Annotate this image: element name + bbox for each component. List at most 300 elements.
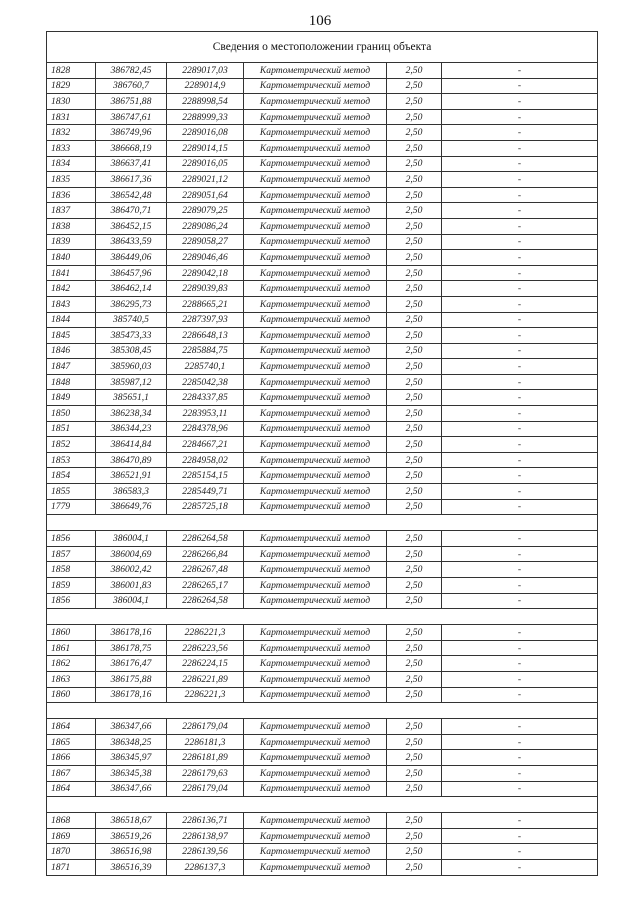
method-cell: Картометрический метод (244, 218, 387, 234)
method-cell: Картометрический метод (244, 187, 387, 203)
y-coordinate-cell: 2289021,12 (167, 172, 244, 188)
point-number-cell: 1862 (47, 656, 96, 672)
y-coordinate-cell: 2285740,1 (167, 359, 244, 375)
y-coordinate-cell: 2289014,9 (167, 78, 244, 94)
table-row (47, 343, 598, 359)
point-number-cell: 1852 (47, 437, 96, 453)
point-number-cell: 1840 (47, 250, 96, 266)
group-separator-row (47, 703, 598, 719)
accuracy-cell: 2,50 (387, 374, 442, 390)
table-row (47, 281, 598, 297)
x-coordinate-cell: 386414,84 (96, 437, 167, 453)
point-number-cell: 1842 (47, 281, 96, 297)
method-cell: Картометрический метод (244, 859, 387, 875)
table-row (47, 719, 598, 735)
accuracy-cell: 2,50 (387, 578, 442, 594)
method-cell: Картометрический метод (244, 640, 387, 656)
table-row (47, 218, 598, 234)
description-cell: - (442, 265, 598, 281)
table-row (47, 765, 598, 781)
separator-cell (47, 609, 598, 625)
description-cell: - (442, 359, 598, 375)
x-coordinate-cell: 386178,16 (96, 687, 167, 703)
point-number-cell: 1867 (47, 765, 96, 781)
method-cell: Картометрический метод (244, 406, 387, 422)
x-coordinate-cell: 386617,36 (96, 172, 167, 188)
method-cell: Картометрический метод (244, 734, 387, 750)
description-cell: - (442, 203, 598, 219)
method-cell: Картометрический метод (244, 671, 387, 687)
method-cell: Картометрический метод (244, 78, 387, 94)
method-cell: Картометрический метод (244, 94, 387, 110)
x-coordinate-cell: 386457,96 (96, 265, 167, 281)
x-coordinate-cell: 386348,25 (96, 734, 167, 750)
accuracy-cell: 2,50 (387, 750, 442, 766)
method-cell: Картометрический метод (244, 109, 387, 125)
boundary-coordinates-table (46, 31, 598, 876)
point-number-cell: 1870 (47, 844, 96, 860)
point-number-cell: 1868 (47, 813, 96, 829)
separator-cell (47, 515, 598, 531)
y-coordinate-cell: 2285725,18 (167, 499, 244, 515)
point-number-cell: 1829 (47, 78, 96, 94)
table-row (47, 234, 598, 250)
y-coordinate-cell: 2286221,89 (167, 671, 244, 687)
table-row (47, 562, 598, 578)
method-cell: Картометрический метод (244, 421, 387, 437)
method-cell: Картометрический метод (244, 374, 387, 390)
description-cell: - (442, 125, 598, 141)
accuracy-cell: 2,50 (387, 172, 442, 188)
description-cell: - (442, 656, 598, 672)
y-coordinate-cell: 2286136,71 (167, 813, 244, 829)
y-coordinate-cell: 2289014,15 (167, 140, 244, 156)
table-row (47, 578, 598, 594)
table-row (47, 687, 598, 703)
y-coordinate-cell: 2289058,27 (167, 234, 244, 250)
point-number-cell: 1841 (47, 265, 96, 281)
point-number-cell: 1858 (47, 562, 96, 578)
description-cell: - (442, 109, 598, 125)
method-cell: Картометрический метод (244, 578, 387, 594)
point-number-cell: 1856 (47, 531, 96, 547)
method-cell: Картометрический метод (244, 125, 387, 141)
table-row (47, 484, 598, 500)
method-cell: Картометрический метод (244, 781, 387, 797)
table-row (47, 296, 598, 312)
point-number-cell: 1837 (47, 203, 96, 219)
table-row (47, 640, 598, 656)
x-coordinate-cell: 386542,48 (96, 187, 167, 203)
accuracy-cell: 2,50 (387, 218, 442, 234)
point-number-cell: 1866 (47, 750, 96, 766)
x-coordinate-cell: 386637,41 (96, 156, 167, 172)
table-row (47, 813, 598, 829)
y-coordinate-cell: 2289051,64 (167, 187, 244, 203)
point-number-cell: 1838 (47, 218, 96, 234)
table-row (47, 421, 598, 437)
table-row (47, 499, 598, 515)
y-coordinate-cell: 2285154,15 (167, 468, 244, 484)
accuracy-cell: 2,50 (387, 406, 442, 422)
x-coordinate-cell: 386516,98 (96, 844, 167, 860)
table-row (47, 468, 598, 484)
y-coordinate-cell: 2287397,93 (167, 312, 244, 328)
table-row (47, 452, 598, 468)
accuracy-cell: 2,50 (387, 203, 442, 219)
y-coordinate-cell: 2286181,3 (167, 734, 244, 750)
table-row (47, 844, 598, 860)
point-number-cell: 1839 (47, 234, 96, 250)
point-number-cell: 1849 (47, 390, 96, 406)
point-number-cell: 1861 (47, 640, 96, 656)
accuracy-cell: 2,50 (387, 156, 442, 172)
description-cell: - (442, 250, 598, 266)
description-cell: - (442, 593, 598, 609)
description-cell: - (442, 531, 598, 547)
method-cell: Картометрический метод (244, 203, 387, 219)
method-cell: Картометрический метод (244, 719, 387, 735)
table-row (47, 328, 598, 344)
x-coordinate-cell: 386760,7 (96, 78, 167, 94)
page-number: 106 (308, 13, 332, 29)
y-coordinate-cell: 2288998,54 (167, 94, 244, 110)
method-cell: Картометрический метод (244, 296, 387, 312)
y-coordinate-cell: 2288665,21 (167, 296, 244, 312)
x-coordinate-cell: 385987,12 (96, 374, 167, 390)
accuracy-cell: 2,50 (387, 484, 442, 500)
x-coordinate-cell: 386751,88 (96, 94, 167, 110)
description-cell: - (442, 234, 598, 250)
point-number-cell: 1853 (47, 452, 96, 468)
accuracy-cell: 2,50 (387, 844, 442, 860)
description-cell: - (442, 734, 598, 750)
x-coordinate-cell: 386516,39 (96, 859, 167, 875)
x-coordinate-cell: 385740,5 (96, 312, 167, 328)
table-row (47, 625, 598, 641)
point-number-cell: 1851 (47, 421, 96, 437)
point-number-cell: 1855 (47, 484, 96, 500)
method-cell: Картометрический метод (244, 281, 387, 297)
point-number-cell: 1845 (47, 328, 96, 344)
method-cell: Картометрический метод (244, 765, 387, 781)
y-coordinate-cell: 2283953,11 (167, 406, 244, 422)
x-coordinate-cell: 386347,66 (96, 781, 167, 797)
y-coordinate-cell: 2284337,85 (167, 390, 244, 406)
accuracy-cell: 2,50 (387, 859, 442, 875)
x-coordinate-cell: 386518,67 (96, 813, 167, 829)
accuracy-cell: 2,50 (387, 265, 442, 281)
table-row (47, 156, 598, 172)
table-title: Сведения о местоположении границ объекта (47, 32, 598, 63)
method-cell: Картометрический метод (244, 625, 387, 641)
y-coordinate-cell: 2289046,46 (167, 250, 244, 266)
x-coordinate-cell: 386470,71 (96, 203, 167, 219)
x-coordinate-cell: 386178,75 (96, 640, 167, 656)
point-number-cell: 1828 (47, 63, 96, 79)
separator-cell (47, 703, 598, 719)
description-cell: - (442, 296, 598, 312)
y-coordinate-cell: 2286137,3 (167, 859, 244, 875)
accuracy-cell: 2,50 (387, 359, 442, 375)
point-number-cell: 1831 (47, 109, 96, 125)
accuracy-cell: 2,50 (387, 593, 442, 609)
table-row (47, 125, 598, 141)
point-number-cell: 1850 (47, 406, 96, 422)
description-cell: - (442, 765, 598, 781)
point-number-cell: 1835 (47, 172, 96, 188)
method-cell: Картометрический метод (244, 63, 387, 79)
x-coordinate-cell: 386433,59 (96, 234, 167, 250)
method-cell: Картометрический метод (244, 844, 387, 860)
y-coordinate-cell: 2285884,75 (167, 343, 244, 359)
table-row (47, 593, 598, 609)
y-coordinate-cell: 2284958,02 (167, 452, 244, 468)
y-coordinate-cell: 2288999,33 (167, 109, 244, 125)
table-row (47, 359, 598, 375)
y-coordinate-cell: 2285449,71 (167, 484, 244, 500)
x-coordinate-cell: 386749,96 (96, 125, 167, 141)
accuracy-cell: 2,50 (387, 468, 442, 484)
table-title-row (47, 32, 598, 63)
y-coordinate-cell: 2289079,25 (167, 203, 244, 219)
y-coordinate-cell: 2285042,38 (167, 374, 244, 390)
table-row (47, 546, 598, 562)
accuracy-cell: 2,50 (387, 640, 442, 656)
description-cell: - (442, 343, 598, 359)
x-coordinate-cell: 386002,42 (96, 562, 167, 578)
accuracy-cell: 2,50 (387, 281, 442, 297)
description-cell: - (442, 218, 598, 234)
group-separator-row (47, 515, 598, 531)
method-cell: Картометрический метод (244, 172, 387, 188)
description-cell: - (442, 828, 598, 844)
y-coordinate-cell: 2286267,48 (167, 562, 244, 578)
method-cell: Картометрический метод (244, 468, 387, 484)
table-row (47, 374, 598, 390)
accuracy-cell: 2,50 (387, 531, 442, 547)
y-coordinate-cell: 2286264,58 (167, 593, 244, 609)
description-cell: - (442, 374, 598, 390)
x-coordinate-cell: 386175,88 (96, 671, 167, 687)
point-number-cell: 1830 (47, 94, 96, 110)
x-coordinate-cell: 386178,16 (96, 625, 167, 641)
table-row (47, 437, 598, 453)
description-cell: - (442, 750, 598, 766)
accuracy-cell: 2,50 (387, 781, 442, 797)
method-cell: Картометрический метод (244, 312, 387, 328)
table-row (47, 312, 598, 328)
point-number-cell: 1864 (47, 781, 96, 797)
x-coordinate-cell: 386295,73 (96, 296, 167, 312)
description-cell: - (442, 484, 598, 500)
description-cell: - (442, 94, 598, 110)
point-number-cell: 1859 (47, 578, 96, 594)
method-cell: Картометрический метод (244, 265, 387, 281)
method-cell: Картометрический метод (244, 437, 387, 453)
description-cell: - (442, 578, 598, 594)
method-cell: Картометрический метод (244, 343, 387, 359)
table-row (47, 671, 598, 687)
x-coordinate-cell: 386004,1 (96, 593, 167, 609)
table-row (47, 63, 598, 79)
description-cell: - (442, 468, 598, 484)
x-coordinate-cell: 386519,26 (96, 828, 167, 844)
y-coordinate-cell: 2284378,96 (167, 421, 244, 437)
x-coordinate-cell: 386004,69 (96, 546, 167, 562)
point-number-cell: 1864 (47, 719, 96, 735)
accuracy-cell: 2,50 (387, 125, 442, 141)
point-number-cell: 1779 (47, 499, 96, 515)
description-cell: - (442, 719, 598, 735)
x-coordinate-cell: 386649,76 (96, 499, 167, 515)
description-cell: - (442, 813, 598, 829)
method-cell: Картометрический метод (244, 390, 387, 406)
point-number-cell: 1860 (47, 625, 96, 641)
x-coordinate-cell: 386238,34 (96, 406, 167, 422)
method-cell: Картометрический метод (244, 750, 387, 766)
description-cell: - (442, 671, 598, 687)
accuracy-cell: 2,50 (387, 234, 442, 250)
y-coordinate-cell: 2286179,04 (167, 719, 244, 735)
point-number-cell: 1856 (47, 593, 96, 609)
accuracy-cell: 2,50 (387, 719, 442, 735)
x-coordinate-cell: 386583,3 (96, 484, 167, 500)
table-row (47, 94, 598, 110)
method-cell: Картометрический метод (244, 140, 387, 156)
y-coordinate-cell: 2286648,13 (167, 328, 244, 344)
x-coordinate-cell: 386176,47 (96, 656, 167, 672)
accuracy-cell: 2,50 (387, 421, 442, 437)
point-number-cell: 1847 (47, 359, 96, 375)
y-coordinate-cell: 2289039,83 (167, 281, 244, 297)
description-cell: - (442, 421, 598, 437)
method-cell: Картометрический метод (244, 250, 387, 266)
accuracy-cell: 2,50 (387, 437, 442, 453)
x-coordinate-cell: 386345,97 (96, 750, 167, 766)
accuracy-cell: 2,50 (387, 656, 442, 672)
accuracy-cell: 2,50 (387, 250, 442, 266)
x-coordinate-cell: 386345,38 (96, 765, 167, 781)
y-coordinate-cell: 2289016,05 (167, 156, 244, 172)
method-cell: Картометрический метод (244, 234, 387, 250)
point-number-cell: 1844 (47, 312, 96, 328)
table-row (47, 406, 598, 422)
table-row (47, 265, 598, 281)
y-coordinate-cell: 2286221,3 (167, 687, 244, 703)
method-cell: Картометрический метод (244, 484, 387, 500)
accuracy-cell: 2,50 (387, 140, 442, 156)
group-separator-row (47, 609, 598, 625)
accuracy-cell: 2,50 (387, 452, 442, 468)
x-coordinate-cell: 386449,06 (96, 250, 167, 266)
y-coordinate-cell: 2289016,08 (167, 125, 244, 141)
description-cell: - (442, 156, 598, 172)
x-coordinate-cell: 386462,14 (96, 281, 167, 297)
description-cell: - (442, 328, 598, 344)
method-cell: Картометрический метод (244, 546, 387, 562)
separator-cell (47, 797, 598, 813)
description-cell: - (442, 562, 598, 578)
accuracy-cell: 2,50 (387, 499, 442, 515)
point-number-cell: 1832 (47, 125, 96, 141)
point-number-cell: 1843 (47, 296, 96, 312)
table-row (47, 734, 598, 750)
description-cell: - (442, 187, 598, 203)
accuracy-cell: 2,50 (387, 625, 442, 641)
accuracy-cell: 2,50 (387, 94, 442, 110)
description-cell: - (442, 640, 598, 656)
y-coordinate-cell: 2289042,18 (167, 265, 244, 281)
y-coordinate-cell: 2286223,56 (167, 640, 244, 656)
accuracy-cell: 2,50 (387, 687, 442, 703)
y-coordinate-cell: 2286266,84 (167, 546, 244, 562)
method-cell: Картометрический метод (244, 813, 387, 829)
description-cell: - (442, 140, 598, 156)
accuracy-cell: 2,50 (387, 734, 442, 750)
accuracy-cell: 2,50 (387, 63, 442, 79)
table-row (47, 109, 598, 125)
y-coordinate-cell: 2289086,24 (167, 218, 244, 234)
accuracy-cell: 2,50 (387, 765, 442, 781)
point-number-cell: 1848 (47, 374, 96, 390)
accuracy-cell: 2,50 (387, 671, 442, 687)
accuracy-cell: 2,50 (387, 78, 442, 94)
description-cell: - (442, 687, 598, 703)
x-coordinate-cell: 385473,33 (96, 328, 167, 344)
table-row (47, 250, 598, 266)
accuracy-cell: 2,50 (387, 296, 442, 312)
point-number-cell: 1865 (47, 734, 96, 750)
x-coordinate-cell: 385960,03 (96, 359, 167, 375)
table-row (47, 140, 598, 156)
method-cell: Картометрический метод (244, 452, 387, 468)
accuracy-cell: 2,50 (387, 813, 442, 829)
y-coordinate-cell: 2286138,97 (167, 828, 244, 844)
table-row (47, 750, 598, 766)
point-number-cell: 1836 (47, 187, 96, 203)
x-coordinate-cell: 386470,89 (96, 452, 167, 468)
y-coordinate-cell: 2286221,3 (167, 625, 244, 641)
point-number-cell: 1846 (47, 343, 96, 359)
method-cell: Картометрический метод (244, 656, 387, 672)
table-row (47, 781, 598, 797)
y-coordinate-cell: 2286224,15 (167, 656, 244, 672)
y-coordinate-cell: 2286139,56 (167, 844, 244, 860)
x-coordinate-cell: 386782,45 (96, 63, 167, 79)
table-row (47, 656, 598, 672)
point-number-cell: 1860 (47, 687, 96, 703)
description-cell: - (442, 499, 598, 515)
accuracy-cell: 2,50 (387, 109, 442, 125)
description-cell: - (442, 625, 598, 641)
x-coordinate-cell: 386521,91 (96, 468, 167, 484)
point-number-cell: 1871 (47, 859, 96, 875)
method-cell: Картометрический метод (244, 359, 387, 375)
description-cell: - (442, 312, 598, 328)
method-cell: Картометрический метод (244, 156, 387, 172)
x-coordinate-cell: 385308,45 (96, 343, 167, 359)
point-number-cell: 1863 (47, 671, 96, 687)
y-coordinate-cell: 2286181,89 (167, 750, 244, 766)
description-cell: - (442, 859, 598, 875)
accuracy-cell: 2,50 (387, 343, 442, 359)
y-coordinate-cell: 2284667,21 (167, 437, 244, 453)
x-coordinate-cell: 386344,23 (96, 421, 167, 437)
y-coordinate-cell: 2286179,04 (167, 781, 244, 797)
point-number-cell: 1854 (47, 468, 96, 484)
description-cell: - (442, 281, 598, 297)
